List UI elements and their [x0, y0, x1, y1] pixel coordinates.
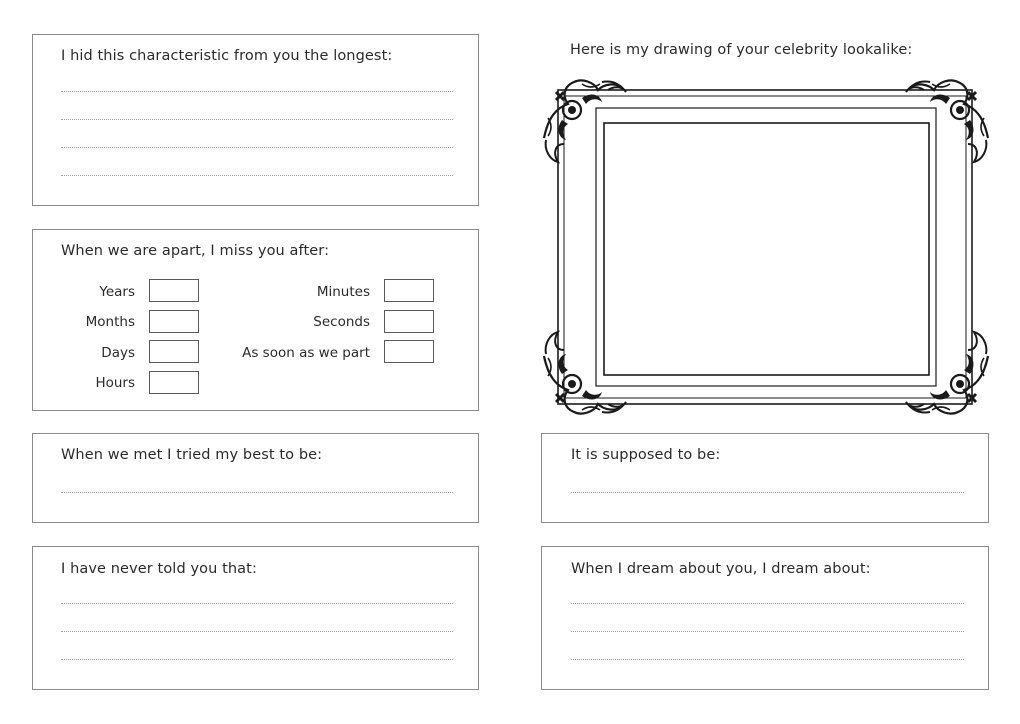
answer-line-2[interactable] — [571, 631, 964, 632]
supposed-prompt: It is supposed to be: — [571, 447, 721, 463]
minutes-checkbox[interactable] — [384, 279, 434, 302]
characteristic-card — [32, 34, 479, 206]
answer-line-1[interactable] — [571, 492, 964, 493]
never-told-prompt: I have never told you that: — [61, 561, 257, 577]
answer-line-1[interactable] — [61, 492, 453, 493]
years-checkbox[interactable] — [149, 279, 199, 302]
unit-label-months: Months — [85, 314, 135, 330]
drawing-prompt: Here is my drawing of your celebrity lookalike: — [570, 42, 913, 58]
days-checkbox[interactable] — [149, 340, 199, 363]
apart-card — [32, 229, 479, 411]
answer-line-4[interactable] — [61, 175, 453, 176]
apart-prompt: When we are apart, I miss you after: — [61, 243, 330, 259]
answer-line-2[interactable] — [61, 119, 453, 120]
dream-card — [541, 546, 989, 690]
as-soon-as-we-part-checkbox[interactable] — [384, 340, 434, 363]
answer-line-1[interactable] — [61, 91, 453, 92]
unit-label-hours: Hours — [95, 375, 135, 391]
months-checkbox[interactable] — [149, 310, 199, 333]
answer-line-1[interactable] — [61, 603, 453, 604]
answer-line-2[interactable] — [61, 631, 453, 632]
answer-line-3[interactable] — [571, 659, 964, 660]
ornate-picture-frame — [542, 76, 990, 418]
never-told-card — [32, 546, 479, 690]
answer-line-3[interactable] — [61, 147, 453, 148]
unit-label-days: Days — [101, 345, 135, 361]
dream-prompt: When I dream about you, I dream about: — [571, 561, 871, 577]
supposed-card — [541, 433, 989, 523]
hours-checkbox[interactable] — [149, 371, 199, 394]
unit-label-seconds: Seconds — [313, 314, 370, 330]
answer-line-1[interactable] — [571, 603, 964, 604]
unit-label-years: Years — [99, 284, 135, 300]
unit-label-as-soon-as-we-part: As soon as we part — [242, 345, 370, 361]
met-card — [32, 433, 479, 523]
unit-label-minutes: Minutes — [316, 284, 370, 300]
met-prompt: When we met I tried my best to be: — [61, 447, 323, 463]
characteristic-prompt: I hid this characteristic from you the longest: — [61, 48, 393, 64]
answer-line-3[interactable] — [61, 659, 453, 660]
seconds-checkbox[interactable] — [384, 310, 434, 333]
